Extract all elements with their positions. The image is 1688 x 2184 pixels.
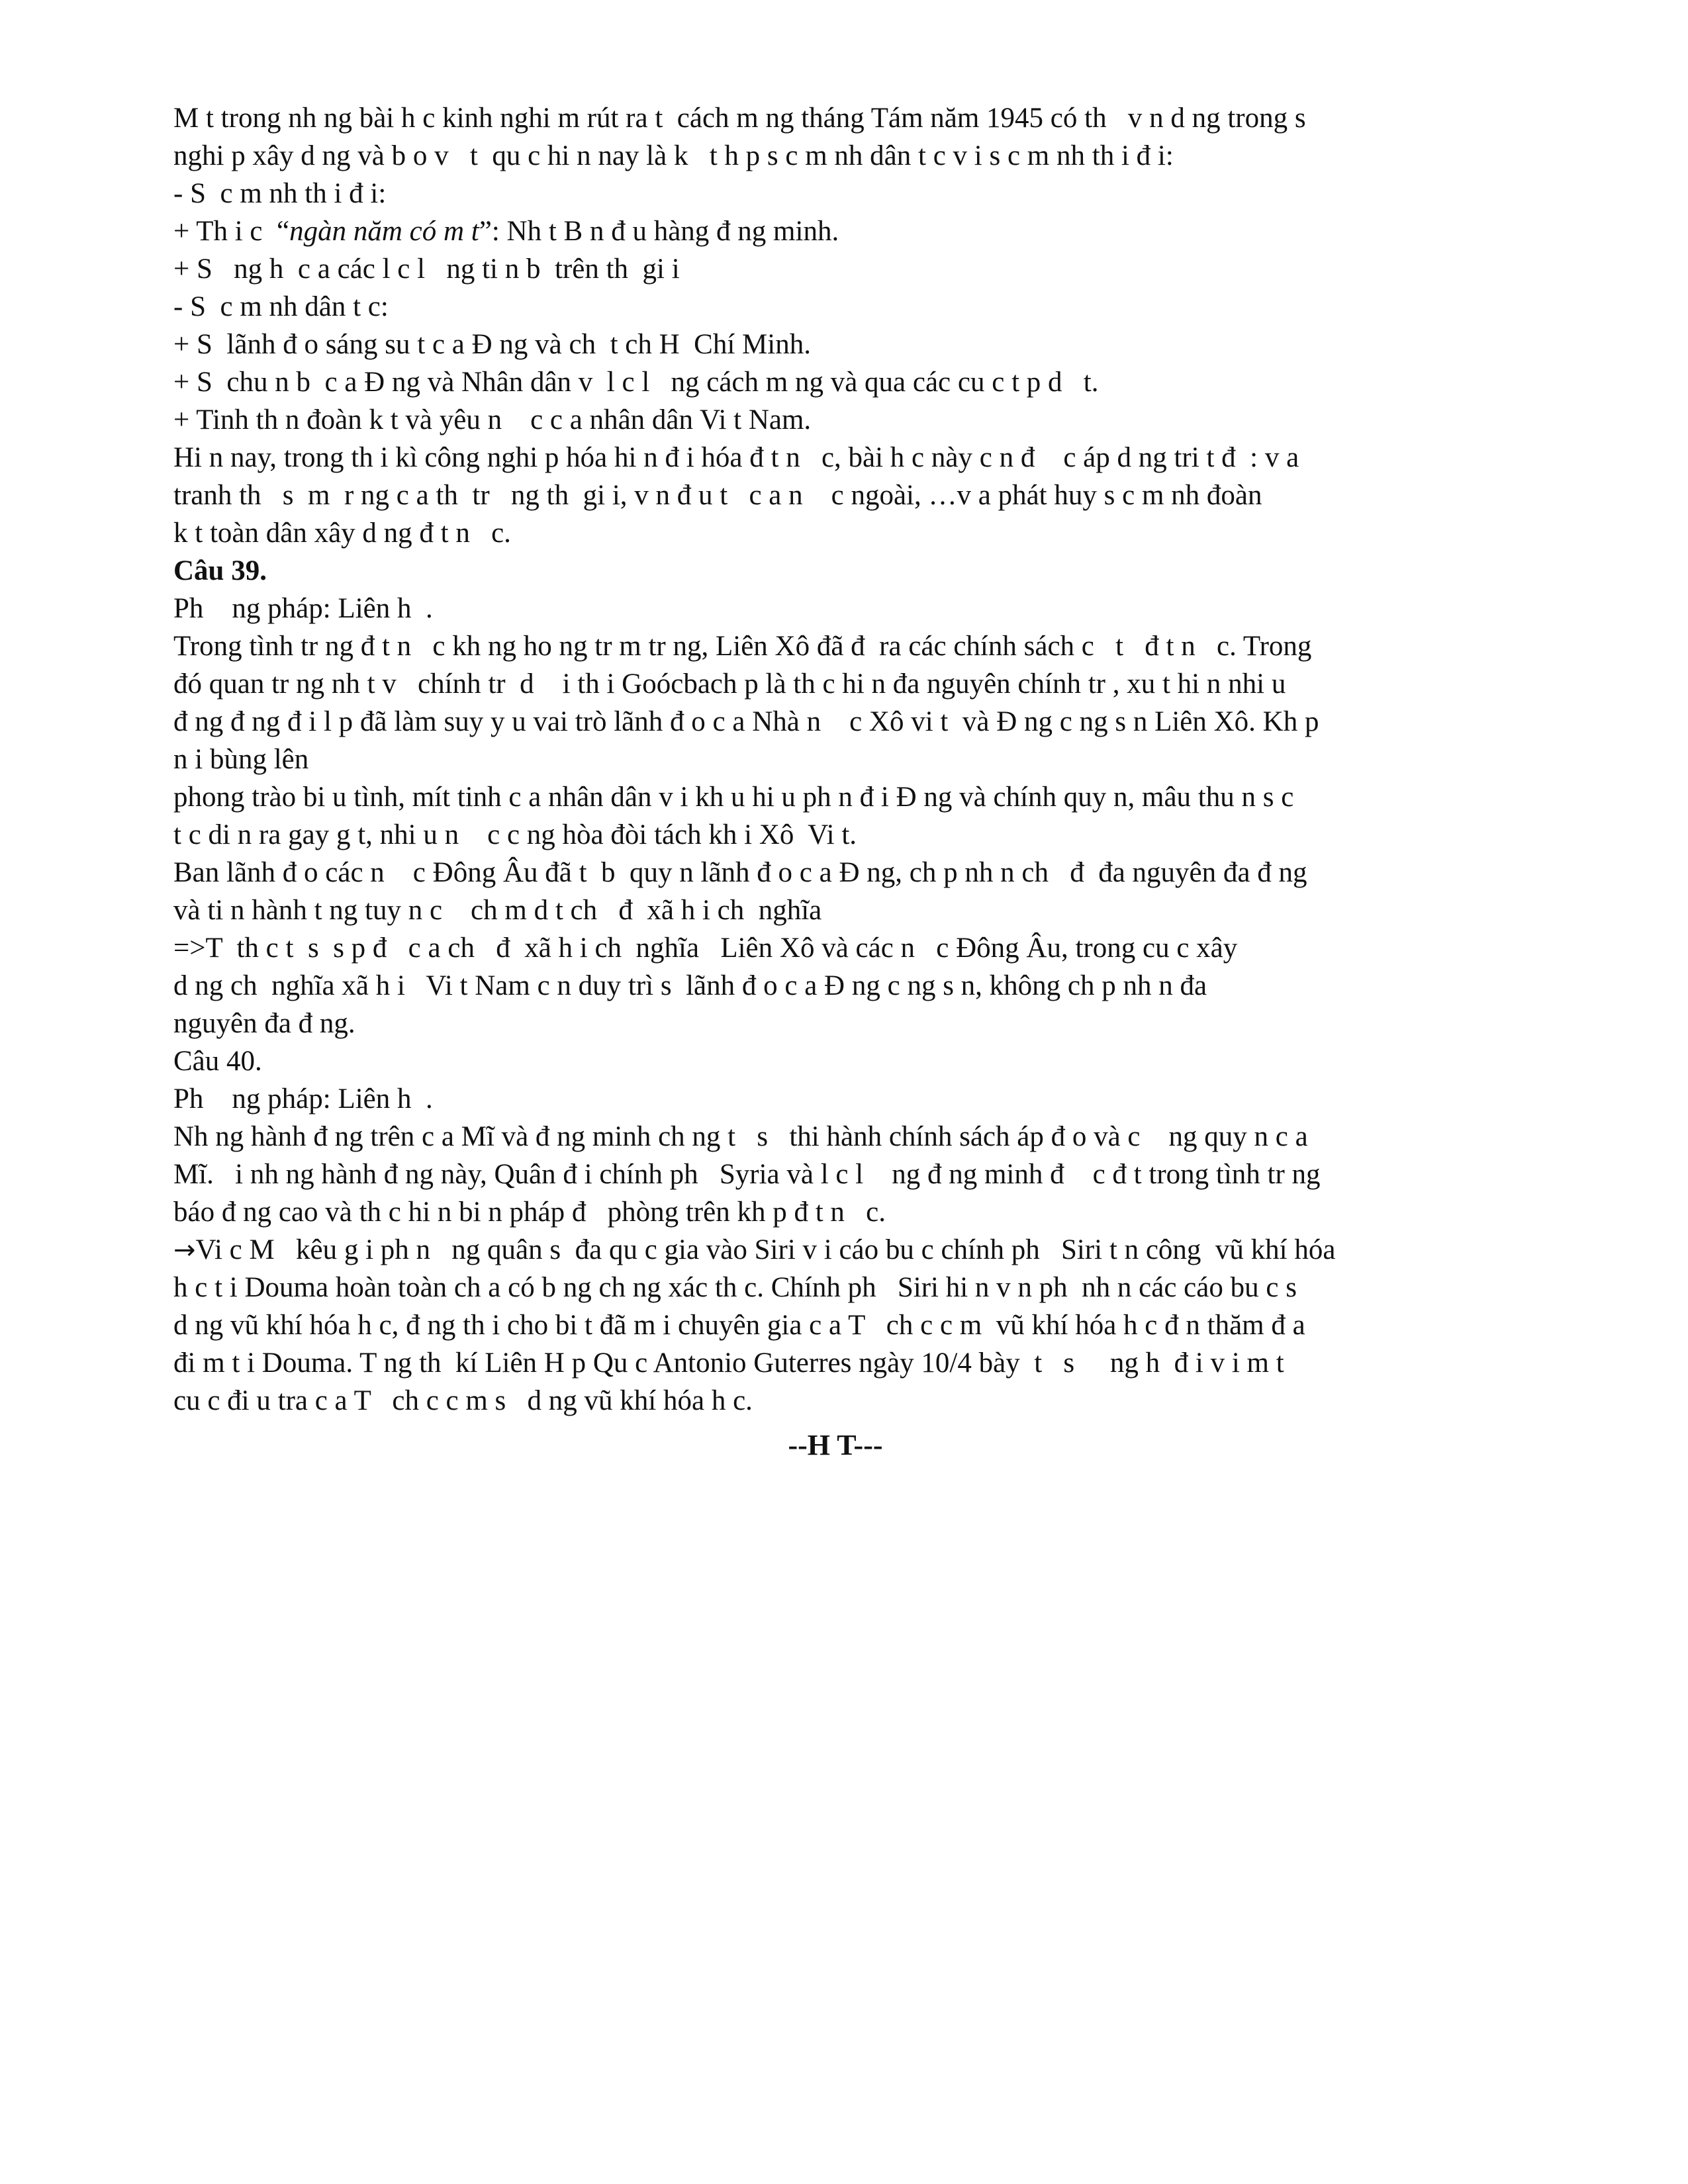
text-line: cu c đi u tra c a T ch c c m s d ng vũ khí hóa h c. bbox=[173, 1385, 753, 1416]
document-page bbox=[173, 99, 1590, 1464]
text-line: h c t i Douma hoàn toàn ch a có b ng ch ng xác th c. Chính ph Siri hi n v n ph nh n các cáo bu c s bbox=[173, 1272, 1297, 1303]
text-line: phong trào bi u tình, mít tinh c a nhân dân v i kh u hi u ph n đ i Đ ng và chính quy n, mâu thu n s c bbox=[173, 782, 1294, 813]
intro-section bbox=[173, 99, 1590, 552]
method-line: Ph ng pháp: Liên h . bbox=[173, 1083, 433, 1115]
text-line: - S c m nh dân t c: bbox=[173, 291, 389, 322]
text-line: tranh th s m r ng c a th tr ng th gi i, v n đ u t c a n c ngoài, …v a phát huy s c m nh đoàn bbox=[173, 480, 1262, 511]
text-line: đi m t i Douma. T ng th kí Liên H p Qu c Antonio Guterres ngày 10/4 bày t s ng h đ i v i m t bbox=[173, 1347, 1284, 1379]
text-line: + S lãnh đ o sáng su t c a Đ ng và ch t ch H Chí Minh. bbox=[173, 329, 811, 360]
text-line: + Tinh th n đoàn k t và yêu n c c a nhân dân Vi t Nam. bbox=[173, 404, 812, 435]
end-mark: --H T--- bbox=[788, 1429, 883, 1461]
text-line: đó quan tr ng nh t v chính tr d i th i Goócbach p là th c hi n đa nguyên chính tr , xu t hi n nhi u bbox=[173, 668, 1286, 700]
text-line bbox=[173, 212, 1590, 250]
text-line: Mĩ. i nh ng hành đ ng này, Quân đ i chính ph Syria và l c l ng đ ng minh đ c đ t trong tình tr ng bbox=[173, 1159, 1321, 1190]
question-heading: Câu 39. bbox=[173, 555, 267, 586]
text-line: Nh ng hành đ ng trên c a Mĩ và đ ng minh ch ng t s thi hành chính sách áp đ o và c ng quy n c a bbox=[173, 1121, 1308, 1152]
text-line: d ng ch nghĩa xã h i Vi t Nam c n duy trì s lãnh đ o c a Đ ng c ng s n, không ch p nh n đa bbox=[173, 970, 1207, 1001]
text-line: n i bùng lên bbox=[173, 744, 309, 775]
text-line: đ ng đ ng đ i l p đã làm suy y u vai trò lãnh đ o c a Nhà n c Xô vi t và Đ ng c ng s n Liên Xô. Kh p bbox=[173, 706, 1319, 737]
text-line bbox=[173, 1231, 1590, 1269]
arrow-right-icon: → bbox=[173, 1235, 196, 1265]
text-line: nguyên đa đ ng. bbox=[173, 1008, 355, 1039]
question-40-section bbox=[173, 1042, 1590, 1420]
text-line: t c di n ra gay g t, nhi u n c c ng hòa đòi tách kh i Xô Vi t. bbox=[173, 819, 857, 850]
text-line: d ng vũ khí hóa h c, đ ng th i cho bi t đã m i chuyên gia c a T ch c c m vũ khí hóa h c đ n thăm đ a bbox=[173, 1310, 1305, 1341]
italic-quote: ngàn năm có m t bbox=[289, 216, 479, 247]
text-line: M t trong nh ng bài h c kinh nghi m rút ra t cách m ng tháng Tám năm 1945 có th v n d ng trong s bbox=[173, 103, 1306, 134]
question-heading: Câu 40. bbox=[173, 1046, 262, 1077]
text-line: Trong tình tr ng đ t n c kh ng ho ng tr m tr ng, Liên Xô đã đ ra các chính sách c t đ t n c. Trong bbox=[173, 631, 1312, 662]
text-segment: + Th i c “ bbox=[173, 216, 290, 247]
text-line: Ban lãnh đ o các n c Đông Âu đã t b quy n lãnh đ o c a Đ ng, ch p nh n ch đ đa nguyên đa đ ng bbox=[173, 857, 1307, 888]
text-line: nghi p xây d ng và b o v t qu c hi n nay là k t h p s c m nh dân t c v i s c m nh th i đ i: bbox=[173, 140, 1174, 171]
text-line: k t toàn dân xây d ng đ t n c. bbox=[173, 518, 511, 549]
text-line: + S chu n b c a Đ ng và Nhân dân v l c l ng cách m ng và qua các cu c t p d t. bbox=[173, 367, 1099, 398]
text-segment: Vi c M kêu g i ph n ng quân s đa qu c gia vào Siri v i cáo bu c chính ph Siri t n công vũ khí hóa bbox=[195, 1234, 1336, 1265]
text-line: + S ng h c a các l c l ng ti n b trên th gi i bbox=[173, 253, 680, 285]
text-line: báo đ ng cao và th c hi n bi n pháp đ phòng trên kh p đ t n c. bbox=[173, 1197, 886, 1228]
text-line: Hi n nay, trong th i kì công nghi p hóa hi n đ i hóa đ t n c, bài h c này c n đ c áp d ng tri t đ : v a bbox=[173, 442, 1299, 473]
question-39-section bbox=[173, 552, 1590, 1042]
text-line: =>T th c t s s p đ c a ch đ xã h i ch nghĩa Liên Xô và các n c Đông Âu, trong cu c xây bbox=[173, 933, 1238, 964]
text-line: - S c m nh th i đ i: bbox=[173, 178, 387, 209]
text-segment: ”: Nh t B n đ u hàng đ ng minh. bbox=[479, 216, 839, 247]
text-line: và ti n hành t ng tuy n c ch m d t ch đ xã h i ch nghĩa bbox=[173, 895, 822, 926]
method-line: Ph ng pháp: Liên h . bbox=[173, 593, 433, 624]
